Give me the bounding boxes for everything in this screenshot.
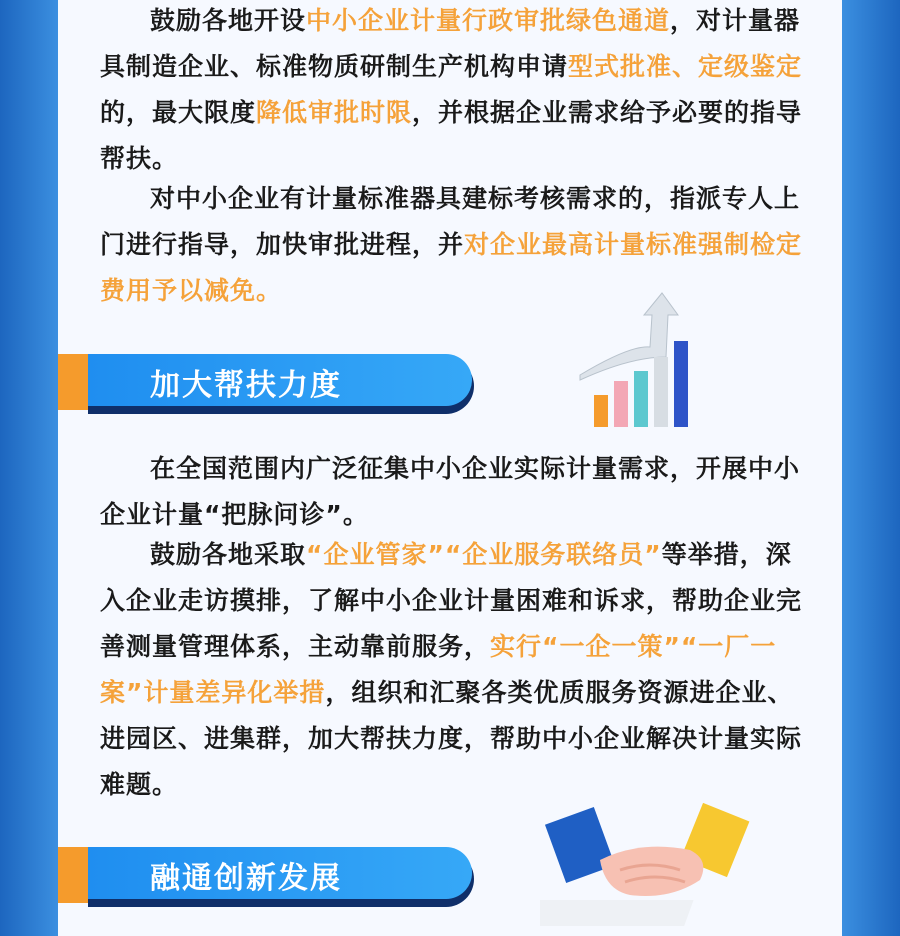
section-banner-innovation: [58, 847, 478, 903]
highlight-text: “企业管家”“企业服务联络员”: [306, 540, 662, 569]
left-frame: [0, 0, 58, 936]
handshake-icon: [540, 800, 760, 936]
text: 在全国范围内广泛征集中小企业实际计量需求，开展中小企业计量“把脉问诊”。: [100, 454, 801, 529]
highlight-text: 中小企业计量行政审批绿色通道: [306, 6, 671, 35]
highlight-text: 降低审批时限: [256, 98, 413, 127]
text: 鼓励各地开设: [150, 6, 307, 35]
highlight-text: 型式批准、定级鉴定: [568, 52, 803, 81]
section-banner-support: [58, 354, 478, 410]
highlight-text: 对企业最高计量标准强制检定费用予以减免。: [100, 230, 803, 305]
text: ，组织和汇聚各类优质服务资源进企业、进园区、进集群，加大帮扶力度，帮助中小企业解决计量实际难题。: [100, 678, 803, 799]
text: 的，最大限度: [100, 98, 257, 127]
section-title: 加大帮扶力度: [150, 368, 342, 403]
text: ，对计量器具制造企业、标准物质研制生产机构申请: [100, 6, 801, 81]
paragraph-enterprise-service: [100, 532, 810, 808]
text: 鼓励各地采取: [150, 540, 307, 569]
paragraph-standard-assessment: [100, 176, 810, 314]
text: 等举措，深入企业走访摸排，了解中小企业计量困难和诉求，帮助企业完善测量管理体系，主动靠前服务，: [100, 540, 803, 661]
paragraph-green-channel: [100, 0, 810, 182]
paragraph-needs-collection: [100, 446, 810, 538]
highlight-text: 实行“一企一策”“一厂一案”计量差异化举措: [100, 632, 777, 707]
growth-chart-icon: [570, 285, 700, 435]
section-title: 融通创新发展: [150, 861, 342, 896]
text: 对中小企业有计量标准器具建标考核需求的，指派专人上门进行指导，加快审批进程，并: [100, 184, 801, 259]
text: ，并根据企业需求给予必要的指导帮扶。: [100, 98, 803, 173]
right-frame: [842, 0, 900, 936]
